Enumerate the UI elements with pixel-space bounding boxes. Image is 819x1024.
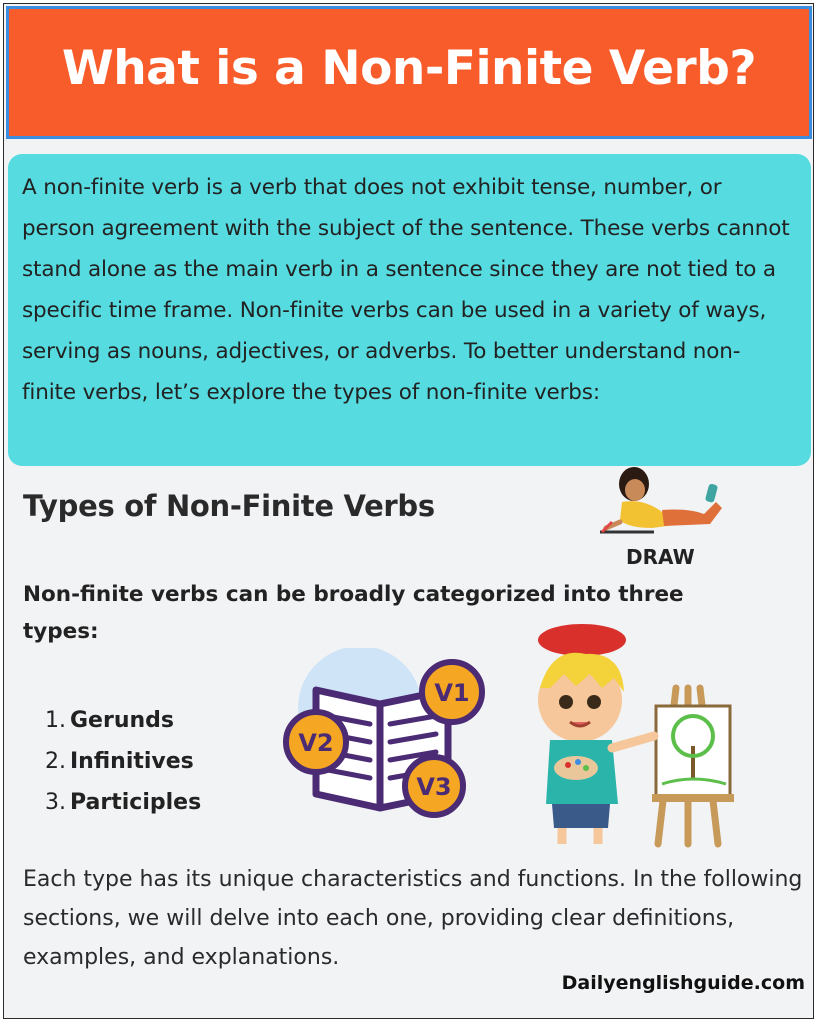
outro-text: Each type has its unique characteristics and functions. In the following sections, we will delve into each one, providing clear definitions, examples, and explanations.	[23, 867, 803, 970]
types-intro: Non-finite verbs can be broadly categorized into three types:	[23, 582, 684, 644]
list-item	[38, 782, 201, 823]
v2-badge	[286, 712, 346, 772]
list-item-number: 2.	[45, 749, 66, 774]
v1-badge	[422, 662, 482, 722]
girl-drawing-illustration	[592, 462, 728, 572]
list-item	[38, 741, 201, 782]
types-heading: Types of Non-Finite Verbs	[23, 489, 435, 523]
page-title: What is a Non-Finite Verb?	[61, 41, 757, 96]
list-item-label: Infinitives	[70, 749, 194, 774]
list-item-number: 1.	[45, 708, 66, 733]
site-watermark: Dailyenglishguide.com	[561, 972, 805, 994]
v3-badge	[405, 757, 463, 815]
intro-text: A non-finite verb is a verb that does not exhibit tense, number, or person agreement with the subject of the sentence. These verbs cannot stand alone as the main verb in a sentence since they are not tied to a specific time frame. Non-finite verbs can be used in a variety of ways, serving as nouns, adjectives, or adverbs. To better understand non-finite verbs, let’s explore the types of non-finite verbs:	[22, 175, 790, 405]
title-banner	[6, 6, 812, 139]
types-list	[38, 700, 201, 823]
list-item	[38, 700, 201, 741]
v2-badge-label: V2	[298, 729, 334, 757]
draw-caption: DRAW	[626, 545, 695, 569]
list-item-label: Participles	[70, 790, 202, 815]
v3-badge-label: V3	[416, 773, 452, 801]
v1-badge-label: V1	[434, 679, 470, 707]
intro-box	[8, 154, 811, 466]
list-item-number: 3.	[45, 790, 66, 815]
list-item-label: Gerunds	[70, 708, 174, 733]
open-book-illustration	[280, 648, 500, 820]
boy-painting-illustration	[530, 618, 756, 850]
